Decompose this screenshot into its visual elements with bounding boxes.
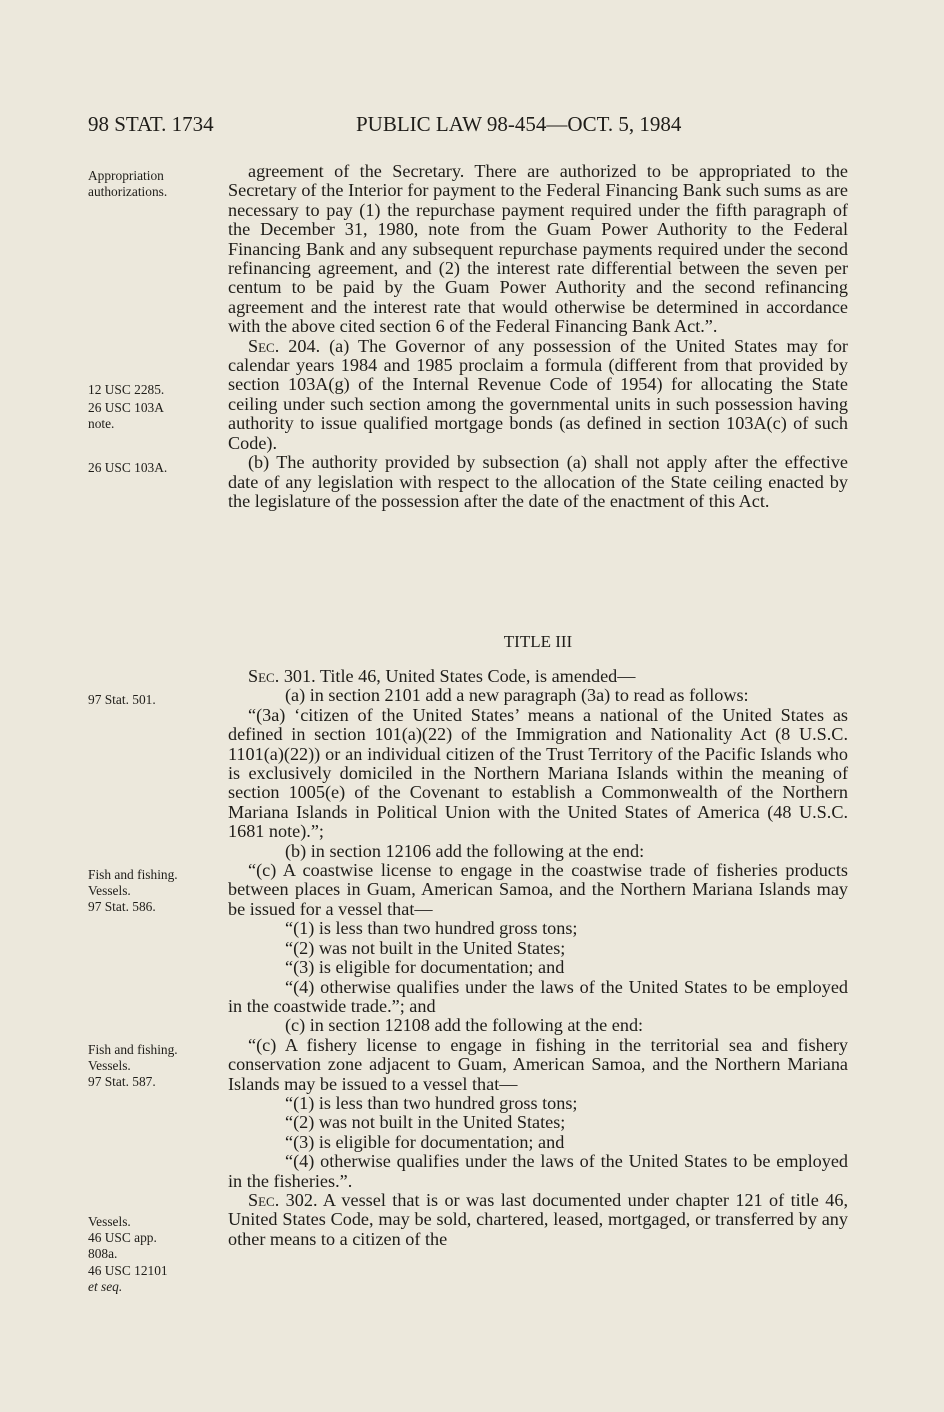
paragraph-fishery-license: “(c) A fishery license to engage in fishing in the territorial sea and fishery conservation zone adjacent to Guam, American Samoa, and the Northern Mariana Islands may be issued to a vessel that— (228, 1034, 848, 1094)
stat-page-reference: 98 STAT. 1734 (88, 112, 214, 136)
margin-note-line: 46 USC app. (88, 1230, 157, 1246)
paragraph-coastwise-4: “(4) otherwise qualifies under the laws of the United States to be employed in the coastwide trade.”; and (228, 976, 848, 1016)
paragraph-coastwise-license: “(c) A coastwise license to engage in the coastwise trade of fisheries products between places in Guam, American Samoa, and the Northern Mariana Islands may be issued for a vessel that— (228, 860, 848, 919)
margin-note-line-italic: et seq. (88, 1278, 123, 1294)
paragraph-301-c: (c) in section 12108 add the following at the end: (285, 1015, 644, 1036)
margin-note-26-usc-103a-note (88, 400, 223, 432)
margin-note-line: authorizations. (88, 184, 168, 200)
paragraph-fishery-2: “(2) was not built in the United States; (285, 1112, 566, 1133)
section-text: 204. (a) The Governor of any possession of the United States may for calendar years 1984 and 1985 proclaim a formula (different from that provided by section 103A(g) of the Internal Revenue Code of 1954) for allocating the State ceiling under such section among the governmental units in such possession having authority to issue qualified mortgage bonds (as defined in section 103A(c) of such Code). (228, 335, 848, 453)
margin-note-line: Appropriation (88, 168, 164, 183)
paragraph-fishery-4: “(4) otherwise qualifies under the laws of the United States to be employed in the fisheries.”. (228, 1151, 848, 1191)
section-text: 301. Title 46, United States Code, is amended— (279, 666, 636, 686)
margin-note-line: Vessels. (88, 883, 131, 899)
margin-note-97-stat-501 (88, 692, 223, 708)
paragraph-sec-204-a (228, 337, 848, 453)
section-label: Sec. (248, 666, 280, 686)
paragraph-301-b: (b) in section 12106 add the following at the end: (285, 840, 645, 861)
paragraph-fishery-1: “(1) is less than two hundred gross tons; (285, 1092, 578, 1113)
paragraph-coastwise-3: “(3) is eligible for documentation; and (285, 957, 565, 978)
margin-note-line: 12 USC 2285. (88, 382, 165, 397)
margin-note-line: note. (88, 416, 115, 432)
paragraph-fishery-3: “(3) is eligible for documentation; and (285, 1131, 565, 1152)
margin-note-line: 97 Stat. 586. (88, 899, 156, 915)
paragraph-coastwise-2: “(2) was not built in the United States; (285, 937, 566, 958)
section-label: Sec. (248, 1189, 280, 1210)
body-section-title-ii (228, 162, 848, 511)
body-section-title-iii (228, 667, 848, 1249)
margin-note-line: 26 USC 103A. (88, 460, 168, 475)
margin-note-line: 97 Stat. 501. (88, 692, 156, 707)
paragraph-sec-204-b: (b) The authority provided by subsection (a) shall not apply after the effective date of any legislation with respect to the allocation of the State ceiling enacted by the legislature of the possession after the date of the enactment of this Act. (228, 452, 848, 511)
margin-note-line: Vessels. (88, 1058, 131, 1074)
margin-note-appropriation (88, 168, 223, 200)
margin-note-line: 97 Stat. 587. (88, 1074, 156, 1090)
margin-note-12-usc-2285 (88, 382, 223, 398)
margin-note-line: Vessels. (88, 1214, 131, 1229)
margin-note-line: 46 USC 12101 (88, 1262, 168, 1278)
margin-note-line: Fish and fishing. (88, 1042, 178, 1057)
page-header (88, 112, 848, 142)
paragraph-coastwise-1: “(1) is less than two hundred gross tons; (285, 918, 578, 939)
paragraph-sec-301 (228, 667, 848, 686)
margin-note-26-usc-103a (88, 460, 223, 476)
margin-note-vessels-46-usc (88, 1214, 223, 1295)
margin-note-fish-vessels-587 (88, 1042, 223, 1091)
title-iii-heading: TITLE III (503, 632, 573, 651)
paragraph-sec-302 (228, 1191, 848, 1249)
margin-note-line: 808a. (88, 1246, 118, 1262)
margin-note-fish-vessels-586 (88, 867, 223, 916)
public-law-title: PUBLIC LAW 98-454—OCT. 5, 1984 (356, 112, 682, 136)
margin-note-line: 26 USC 103A (88, 400, 164, 415)
paragraph-301-a: (a) in section 2101 add a new paragraph (3a) to read as follows: (285, 685, 749, 706)
margin-note-line: Fish and fishing. (88, 867, 178, 882)
paragraph-3a-definition: “(3a) ‘citizen of the United States’ means a national of the United States as defined in section 101(a)(22) of the Immigration and Nationality Act (8 U.S.C. 1101(a)(22)) or an individual citizen of the Trust Territory of the Pacific Islands who is exclusively domiciled in the Northern Mariana Islands within the meaning of section 1005(e) of the Covenant to establish a Commonwealth of the Northern Mariana Islands in Political Union with the United States of America (48 U.S.C. 1681 note).”; (228, 704, 848, 842)
paragraph-appropriation: agreement of the Secretary. There are authorized to be appropriated to the Secretary of the Interior for payment to the Federal Financing Bank such sums as are necessary to pay (1) the repurchase payment required under the fifth paragraph of the December 31, 1980, note from the Guam Power Authority to the Federal Financing Bank and any subsequent repurchase payments required under the second refinancing agreement, and (2) the interest rate differential between the seven per centum to be paid by the Guam Power Authority and the second refinancing agreement and the interest rate that would otherwise be determined in accordance with the above cited section 6 of the Federal Financing Bank Act.”. (228, 161, 848, 337)
section-label: Sec. (248, 335, 280, 356)
section-text: 302. A vessel that is or was last documented under chapter 121 of title 46, United States Code, may be sold, chartered, leased, mortgaged, or transferred by any other means to a citizen of the (228, 1189, 848, 1249)
